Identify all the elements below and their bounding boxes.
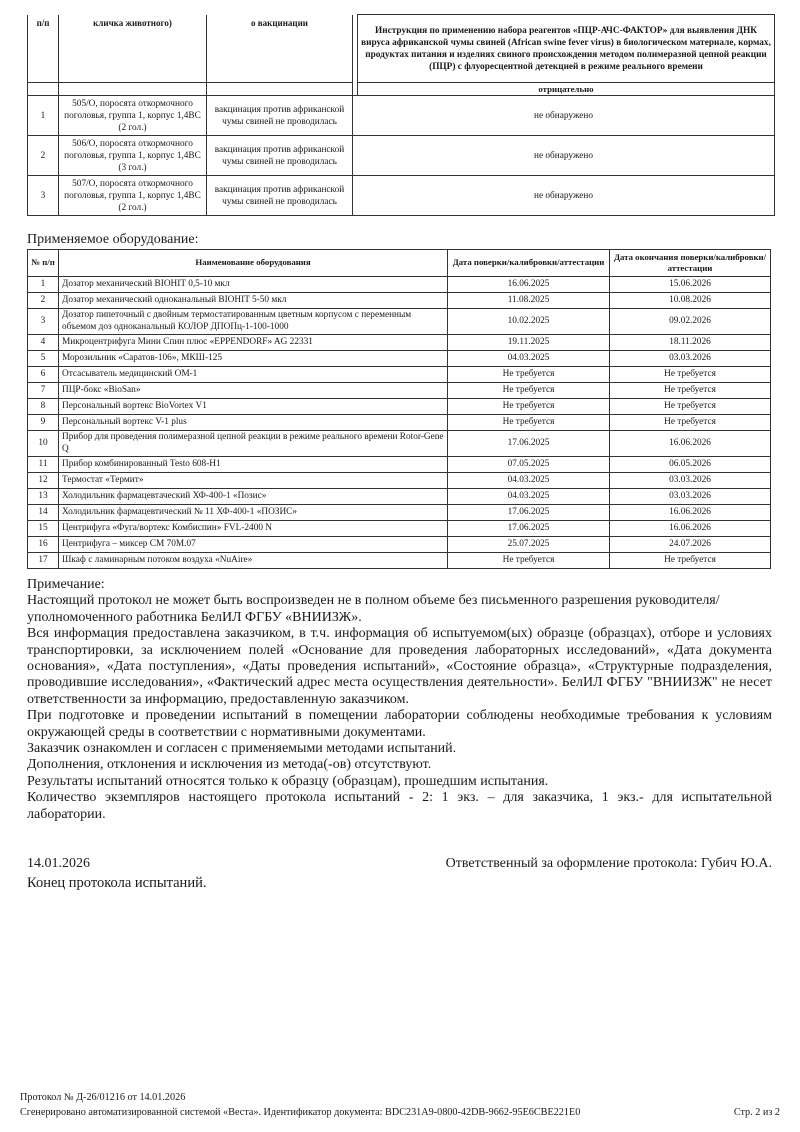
table-row: 10 Прибор для проведения полимеразной цепной реакции в режиме реального времени Rotor-Gene Q 17.06.2025 16.06.2026 <box>28 431 771 457</box>
table-row: 5 Морозильник «Саратов-106», МКШ-125 04.03.2025 03.03.2026 <box>28 351 771 367</box>
note-paragraph: Количество экземпляров настоящего протокола испытаний - 2: 1 экз. – для заказчика, 1 экз.- для испытательной лаборатории. <box>27 790 772 822</box>
header-date-end: Дата окончания поверки/калибровки/аттестации <box>610 250 771 277</box>
equipment-table <box>27 249 771 569</box>
signature-date: 14.01.2026 <box>27 856 90 871</box>
header-date-check: Дата поверки/калибровки/аттестации <box>448 250 610 277</box>
table-row: 2 506/О, поросята откормочного поголовья, группа 1, корпус 1,4ВС (3 гол.) вакцинация против африканской чумы свиней не проводилась не обнаружено <box>28 136 795 176</box>
equipment-title: Применяемое оборудование: <box>27 232 199 247</box>
results-table <box>27 14 795 216</box>
note-paragraph: Вся информация предоставлена заказчиком, в т.ч. информация об испытуемом(ых) образце (образцах), отборе и условиях транспортировки, за исключением полей «Основание для проведения лабораторных исследований», «Дата документа основания», «Дата поступления», «Даты проведения испытаний», «Состояние образца», «Структурные подразделения, проводившие исследования», «Фактический адрес места осуществления деятельности». БелИЛ ФГБУ "ВНИИЗЖ" не несет ответственности за информацию, предоставленную заказчиком. <box>27 626 772 707</box>
header-name: Наименование оборудования <box>59 250 448 277</box>
footer-protocol-number: Протокол № Д-26/01216 от 14.01.2026 <box>20 1092 186 1103</box>
note-paragraph: Результаты испытаний относятся только к образцу (образцам), прошедшим испытания. <box>27 773 549 789</box>
note-paragraph: При подготовке и проведении испытаний в помещении лаборатории соблюдены необходимые требования к условиям окружающей среды в соответствии с нормативными документами. <box>27 708 772 740</box>
end-of-protocol: Конец протокола испытаний. <box>27 875 207 891</box>
notes-section <box>27 577 772 823</box>
table-row: 16 Центрифуга – миксер СМ 70М.07 25.07.2025 24.07.2026 <box>28 537 771 553</box>
notes-label: Примечание: <box>27 577 105 592</box>
header-num: № п/п <box>28 250 59 277</box>
table-row: 2 Дозатор механический одноканальный BIOHIT 5-50 мкл 11.08.2025 10.08.2026 <box>28 293 771 309</box>
table-row: 7 ПЦР-бокс «BioSan» Не требуется Не требуется <box>28 383 771 399</box>
table-row: 9 Персональный вортекс V-1 plus Не требуется Не требуется <box>28 415 771 431</box>
table-row: 4 Микроцентрифуга Мини Спин плюс «EPPENDORF» AG 22331 19.11.2025 18.11.2026 <box>28 335 771 351</box>
table-row: 3 507/О, поросята откормочного поголовья, группа 1, корпус 1,4ВС (2 гол.) вакцинация против африканской чумы свиней не проводилась не обнаружено <box>28 176 795 216</box>
table-row: 14 Холодильник фармацевтический № 11 ХФ-400-1 «ПОЗИС» 17.06.2025 16.06.2026 <box>28 505 771 521</box>
table-row: 6 Отсасыватель медицинский ОМ-1 Не требуется Не требуется <box>28 367 771 383</box>
table-row: 11 Прибор комбинированный Testo 608-H1 07.05.2025 06.05.2026 <box>28 457 771 473</box>
table-row: 8 Персональный вортекс BioVortex V1 Не требуется Не требуется <box>28 399 771 415</box>
table-row: 12 Термостат «Термит» 04.03.2025 03.03.2026 <box>28 473 771 489</box>
footer-generated-by: Сгенерировано автоматизированной системой «Веста». Идентификатор документа: BDC231A9-0800-42DB-9662-95E6CBE221E0 <box>20 1107 581 1118</box>
table-row: 15 Центрифуга «Фуга/вортекс Комбиспин» FVL-2400 N 17.06.2025 16.06.2026 <box>28 521 771 537</box>
note-paragraph: Настоящий протокол не может быть воспроизведен не в полном объеме без письменного разрешения руководителя/уполномоченного работника БелИЛ ФГБУ «ВНИИЗЖ». <box>27 593 720 625</box>
page-number: Стр. 2 из 2 <box>733 1107 780 1118</box>
header-num: п/п <box>28 15 59 83</box>
table-row: 1 Дозатор механический BIOHIT 0,5-10 мкл 16.06.2025 15.06.2026 <box>28 277 771 293</box>
note-paragraph: Заказчик ознакомлен и согласен с применяемыми методами испытаний. <box>27 741 457 757</box>
note-paragraph: Дополнения, отклонения и исключения из метода(-ов) отсутствуют. <box>27 757 432 773</box>
header-vaccination: о вакцинации <box>207 15 353 83</box>
header-sample: кличка животного) <box>59 15 207 83</box>
responsible-person: Ответственный за оформление протокола: Губич Ю.А. <box>445 856 772 871</box>
table-row: 17 Шкаф с ламинарным потоком воздуха «NuAire» Не требуется Не требуется <box>28 553 771 569</box>
header-method: Инструкция по применению набора реагентов «ПЦР-АЧС-ФАКТОР» для выявления ДНК вируса африканской чумы свиней (African swine fever virus) в биологическом материале, кормах, продуктах питания и изделиях свиного происхождения методом полимеразной цепной реакции (ПЦР) с флуоресцентной детекцией в режиме реального времени <box>358 15 775 83</box>
header-norm: отрицательно <box>358 83 775 96</box>
table-row: 3 Дозатор пипеточный с двойным термостатированным цветным корпусом с переменным объемом доз одноканальный КОЛОР ДПОПц-1-100-1000 10.02.2025 09.02.2026 <box>28 309 771 335</box>
table-row: 1 505/О, поросята откормочного поголовья, группа 1, корпус 1,4ВС (2 гол.) вакцинация против африканской чумы свиней не проводилась не обнаружено <box>28 96 795 136</box>
table-row: 13 Холодильник фармацевтачеcкий ХФ-400-1 «Позис» 04.03.2025 03.03.2026 <box>28 489 771 505</box>
